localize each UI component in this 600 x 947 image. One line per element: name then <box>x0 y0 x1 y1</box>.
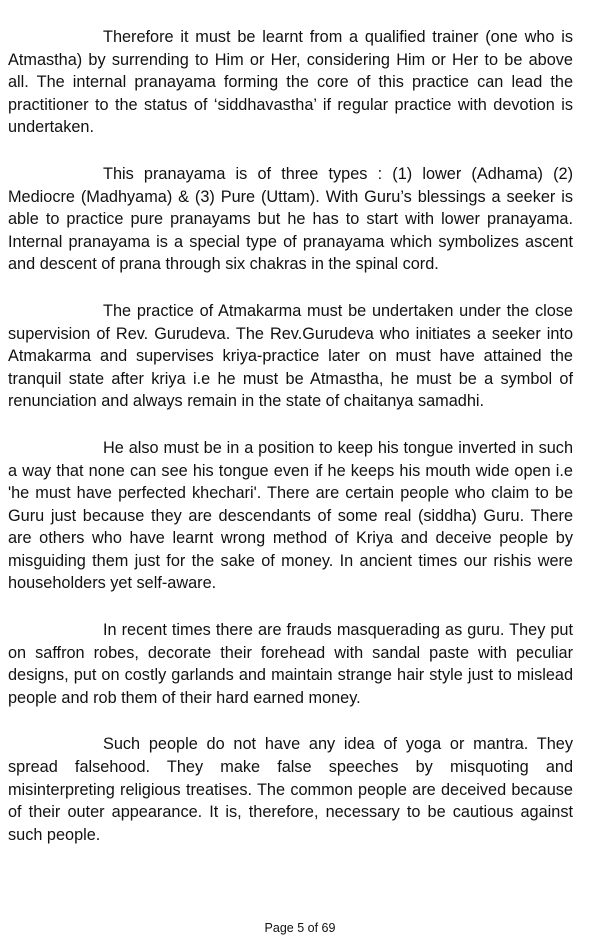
paragraph-frauds: In recent times there are frauds masquerading as guru. They put on saffron robes, decorate their forehead with sandal paste with peculiar designs, put on costly garlands and maintain strange hair style just to mislead people and rob them of their hard earned money. <box>8 621 573 707</box>
paragraph-khechari: He also must be in a position to keep his tongue inverted in such a way that none can see his tongue even if he keeps his mouth wide open i.e 'he must have perfected khechari'. There are certain people who claim to be Guru just because they are descendants of some real (siddha) Guru. There are others who have learnt wrong method of Kriya and deceive people by misguiding them just for the sake of money. In ancient times our rishis were householders yet self-aware. <box>8 438 573 593</box>
page-number: Page 5 of 69 <box>264 921 336 935</box>
paragraph-pranayama-types: This pranayama is of three types : (1) lower (Adhama) (2) Mediocre (Madhyama) & (3) Pure (Uttam). With Guru’s blessings a seeker is able to practice pure pranayams but he has to start with lower pranayama. Internal pranayama is a special type of pranayama which symbolizes ascent and descent of prana through six chakras in the spinal cord. <box>8 164 573 274</box>
paragraph-caution: Such people do not have any idea of yoga or mantra. They spread falsehood. They make false speeches by misquoting and misinterpreting religious treatises. The common people are deceived because of their outer appearance. It is, therefore, necessary to be cautious against such people. <box>8 735 573 844</box>
paragraph-atmakarma-practice: The practice of Atmakarma must be undertaken under the close supervision of Rev. Gurudeva. The Rev.Gurudeva who initiates a seeker into Atmakarma and supervises kriya-practice later on must have attained the tranquil state after kriya i.e he must be Atmastha, he must be a symbol of renunciation and always remain in the state of chaitanya samadhi. <box>8 301 573 411</box>
paragraph-qualified-trainer: Therefore it must be learnt from a qualified trainer (one who is Atmastha) by surrending to Him or Her, considering Him or Her to be above all. The internal pranayama forming the core of this practice can lead the practitioner to the status of ‘siddhavastha’ if regular practice with devotion is undertaken. <box>8 28 573 137</box>
